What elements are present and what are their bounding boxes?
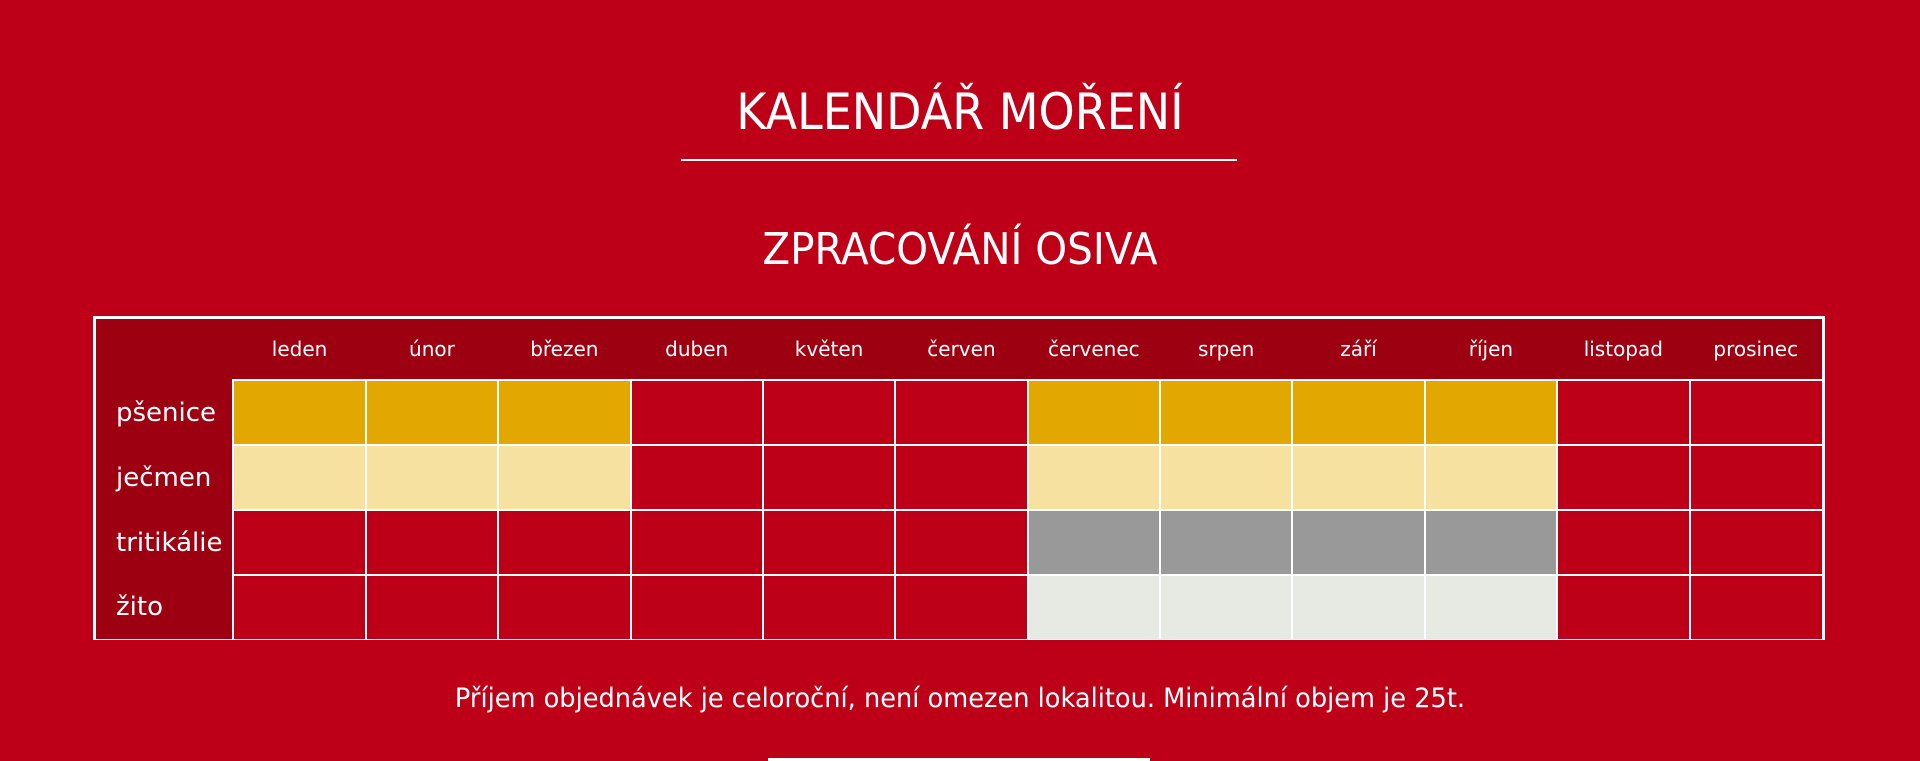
month-header: duben <box>631 319 763 380</box>
month-cell-active <box>1028 380 1160 445</box>
month-cell <box>895 380 1027 445</box>
month-cell <box>763 445 895 510</box>
month-cell <box>1690 445 1822 510</box>
month-cell-active <box>1028 445 1160 510</box>
month-cell-active <box>1292 510 1424 575</box>
month-cell-active <box>366 445 498 510</box>
month-cell-active <box>1028 575 1160 639</box>
crop-row <box>96 575 1822 639</box>
month-cell <box>1690 510 1822 575</box>
month-header: únor <box>366 319 498 380</box>
month-cell <box>631 380 763 445</box>
month-cell-active <box>1292 575 1424 639</box>
month-cell-active <box>1160 575 1292 639</box>
month-cell-active <box>233 380 365 445</box>
month-header: květen <box>763 319 895 380</box>
month-cell-active <box>1425 445 1557 510</box>
month-cell-active <box>1160 380 1292 445</box>
month-header: listopad <box>1557 319 1689 380</box>
month-cell-active <box>498 380 630 445</box>
month-cell <box>763 510 895 575</box>
month-header: prosinec <box>1690 319 1822 380</box>
month-header: leden <box>233 319 365 380</box>
month-cell <box>1557 445 1689 510</box>
seed-treatment-calendar <box>93 316 1825 640</box>
month-header: říjen <box>1425 319 1557 380</box>
month-cell-active <box>1425 380 1557 445</box>
month-cell <box>1557 575 1689 639</box>
month-header: březen <box>498 319 630 380</box>
month-cell <box>498 575 630 639</box>
section-title: ZPRACOVÁNÍ OSIVA <box>762 224 1158 275</box>
month-cell-active <box>1425 575 1557 639</box>
month-cell <box>763 380 895 445</box>
month-cell-active <box>1292 380 1424 445</box>
month-cell <box>498 510 630 575</box>
month-cell-active <box>1028 510 1160 575</box>
month-cell <box>895 445 1027 510</box>
month-cell <box>233 510 365 575</box>
month-header: srpen <box>1160 319 1292 380</box>
month-cell <box>631 445 763 510</box>
crop-label: tritikálie <box>96 510 233 575</box>
month-cell <box>233 575 365 639</box>
month-cell <box>1557 380 1689 445</box>
month-cell-active <box>1292 445 1424 510</box>
header-corner <box>96 319 233 380</box>
month-cell-active <box>1425 510 1557 575</box>
month-cell <box>631 575 763 639</box>
crop-label: žito <box>96 575 233 639</box>
month-cell-active <box>498 445 630 510</box>
month-cell-active <box>366 380 498 445</box>
month-header: červenec <box>1028 319 1160 380</box>
order-info-text: Příjem objednávek je celoroční, není omezen lokalitou. Minimální objem je 25t. <box>454 683 1466 714</box>
month-cell-active <box>233 445 365 510</box>
month-cell <box>1557 510 1689 575</box>
month-header-row <box>96 319 1822 380</box>
page-title: KALENDÁŘ MOŘENÍ <box>736 83 1184 141</box>
month-cell <box>631 510 763 575</box>
month-cell <box>366 575 498 639</box>
month-cell <box>366 510 498 575</box>
calendar-body <box>96 380 1822 639</box>
month-cell-active <box>1160 510 1292 575</box>
month-header: září <box>1292 319 1424 380</box>
crop-row <box>96 445 1822 510</box>
month-cell <box>1690 575 1822 639</box>
month-cell-active <box>1160 445 1292 510</box>
month-header: červen <box>895 319 1027 380</box>
month-cell <box>763 575 895 639</box>
month-cell <box>895 575 1027 639</box>
month-cell <box>1690 380 1822 445</box>
crop-label: ječmen <box>96 445 233 510</box>
month-cell <box>895 510 1027 575</box>
title-divider <box>681 159 1237 161</box>
crop-row <box>96 510 1822 575</box>
crop-row <box>96 380 1822 445</box>
calendar-table <box>96 319 1822 639</box>
crop-label: pšenice <box>96 380 233 445</box>
